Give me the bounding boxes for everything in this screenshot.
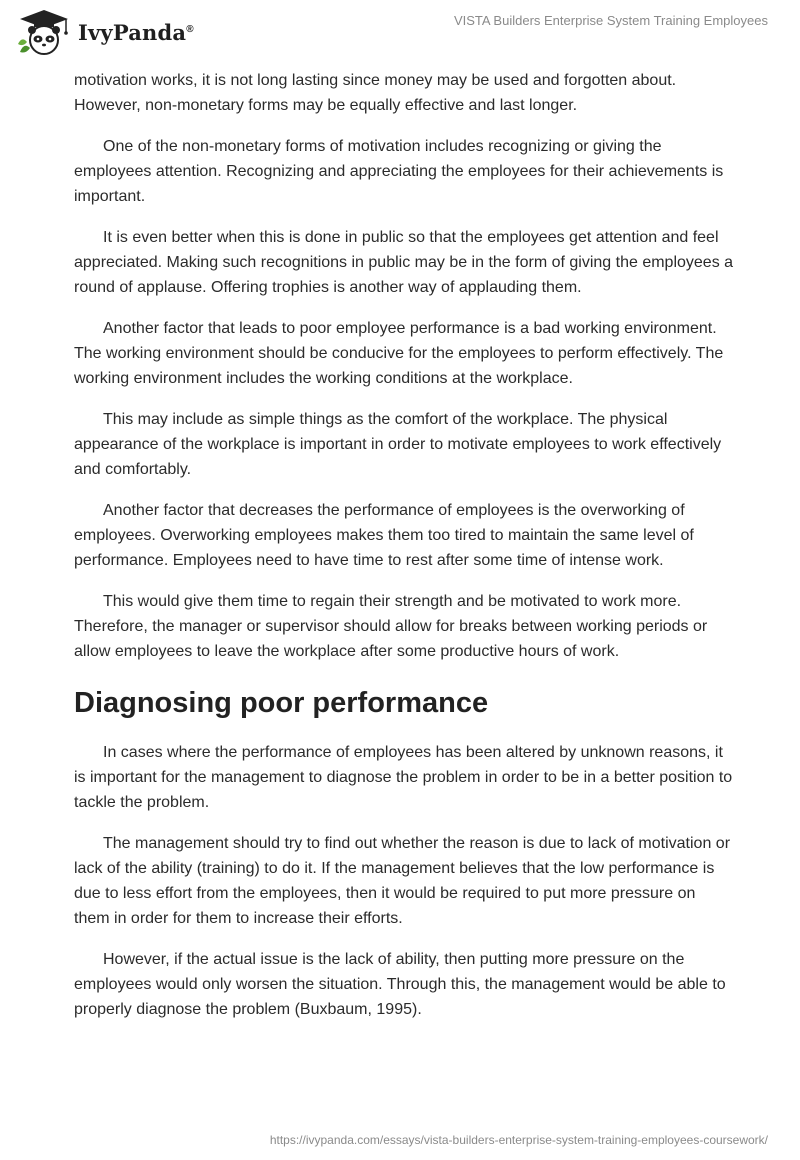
paragraph: Another factor that decreases the performance of employees is the overworking of employees. Overworking employees makes them too tired to maintain the same level of performance. Employees need to have time to rest after some time of intense work. [74,502,694,569]
paragraph: motivation works, it is not long lasting since money may be used and forgotten about. However, non-monetary forms may be equally effective and last longer. [74,72,677,114]
registered-mark: ® [186,23,194,35]
document-title: VISTA Builders Enterprise System Training Employees [453,13,768,28]
logo-text: IvyPanda [78,19,187,45]
paragraph: One of the non-monetary forms of motivation includes recognizing or giving the employees attention. Recognizing and appreciating the employees for their achievements is important. [74,138,724,205]
ivypanda-logo[interactable] [16,8,194,56]
paragraph: This would give them time to regain their strength and be motivated to work more. Therefore, the manager or supervisor should allow for breaks between working periods or allow employees to leave the workplace after some productive hours of work. [74,593,708,660]
paragraph: This may include as simple things as the comfort of the workplace. The physical appearance of the workplace is important in order to motivate employees to work effectively and comfortably. [74,411,722,478]
paragraph: Another factor that leads to poor employee performance is a bad working environment. The working environment should be conducive for the employees to perform effectively. The working environment includes the working conditions at the workplace. [74,320,724,387]
paragraph: However, if the actual issue is the lack of ability, then putting more pressure on the employees would only worsen the situation. Through this, the management would be able to properly diagnose the problem (Buxbaum, 1995). [74,951,726,1018]
source-url-link[interactable]: https://ivypanda.com/essays/vista-builders-enterprise-system-training-employees-coursework/ [269,1133,768,1147]
paragraph: It is even better when this is done in public so that the employees get attention and feel appreciated. Making such recognitions in public may be in the form of giving the employees a round of applause. Offering trophies is another way of applauding them. [74,229,734,296]
paragraph: In cases where the performance of employees has been altered by unknown reasons, it is important for the management to diagnose the problem in order to be in a better position to tackle the problem. [74,744,733,811]
page-header [0,0,800,68]
section-heading: Diagnosing poor performance [74,687,489,719]
paragraph: The management should try to find out whether the reason is due to lack of motivation or lack of the ability (training) to do it. If the management believes that the low performance is due to less effort from the employees, then it would be required to put more pressure on them in order for them to increase their efforts. [74,835,731,927]
panda-graduate-icon [16,8,72,56]
article-body [74,68,734,1038]
